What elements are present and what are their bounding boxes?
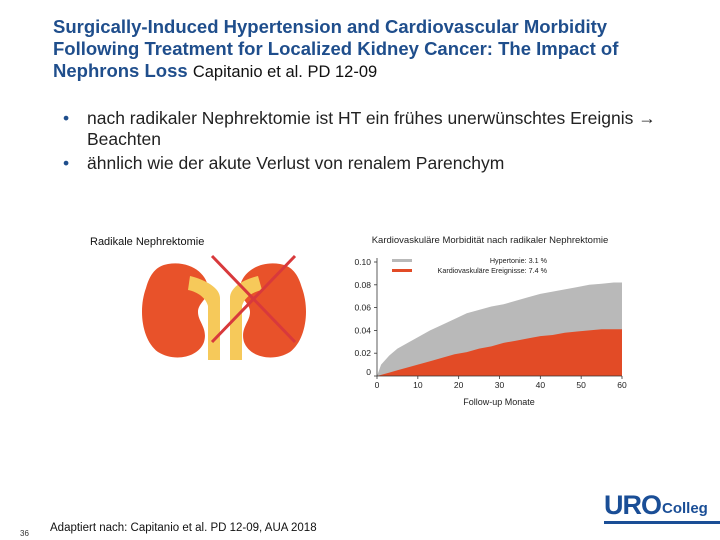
x-tick-label: 0 [374, 380, 380, 390]
page-number: 36 [20, 529, 29, 538]
y-tick-label: 0.02 [354, 348, 371, 359]
bullet-item [63, 108, 683, 150]
legend-swatch [392, 269, 412, 272]
legend-label: Kardiovaskuläre Ereignisse: 7.4 % [437, 266, 547, 275]
x-tick-label: 40 [535, 380, 546, 390]
kidneys-illustration [140, 254, 310, 364]
kidney-label: Radikale Nephrektomie [90, 236, 205, 248]
slide-title [53, 16, 693, 83]
x-tick-label: 60 [617, 380, 627, 390]
left-kidney-icon [142, 263, 220, 360]
urocollege-logo [604, 490, 720, 522]
x-tick-label: 30 [494, 380, 505, 390]
morbidity-chart [330, 228, 640, 410]
bullet-text: nach radikaler Nephrektomie ist HT ein frühes unerwünschtes Ereignis → Beachten [87, 108, 656, 149]
bullet-dot-icon: • [63, 108, 70, 128]
chart-layer [354, 235, 627, 407]
chart-title: Kardiovaskuläre Morbidität nach radikaler Nephrektomie [371, 235, 609, 246]
y-tick-label: 0.06 [354, 302, 371, 313]
bullet-dot-icon: • [63, 153, 70, 173]
x-axis-label: Follow-up Monate [463, 397, 535, 407]
y-tick-label: 0.10 [354, 257, 371, 267]
legend-swatch [392, 259, 412, 262]
title-reference: Capitanio et al. PD 12-09 [192, 63, 378, 81]
y-tick-label: 0.04 [354, 325, 371, 336]
legend-label: Hypertonie: 3.1 % [489, 256, 547, 265]
x-tick-label: 50 [576, 380, 586, 390]
x-tick-label: 10 [413, 380, 423, 390]
footer-citation: Adaptiert nach: Capitanio et al. PD 12-09, AUA 2018 [50, 522, 317, 534]
bullet-list [63, 108, 683, 177]
x-tick-label: 20 [453, 380, 464, 390]
logo-college-text: Colleg [662, 500, 708, 517]
logo-underline [604, 521, 720, 524]
y-tick-label: 0.08 [354, 279, 371, 290]
title-main: Surgically-Induced Hypertension and Cardiovascular Morbidity Following Treatment for Localized Kidney Cancer: The Impact of Nephrons Loss [53, 16, 619, 81]
bullet-item [63, 153, 683, 174]
y-tick-label: 0 [366, 367, 371, 377]
bullet-text: ähnlich wie der akute Verlust von renalem Parenchym [87, 153, 505, 173]
logo-uro-text: URO [604, 490, 661, 520]
